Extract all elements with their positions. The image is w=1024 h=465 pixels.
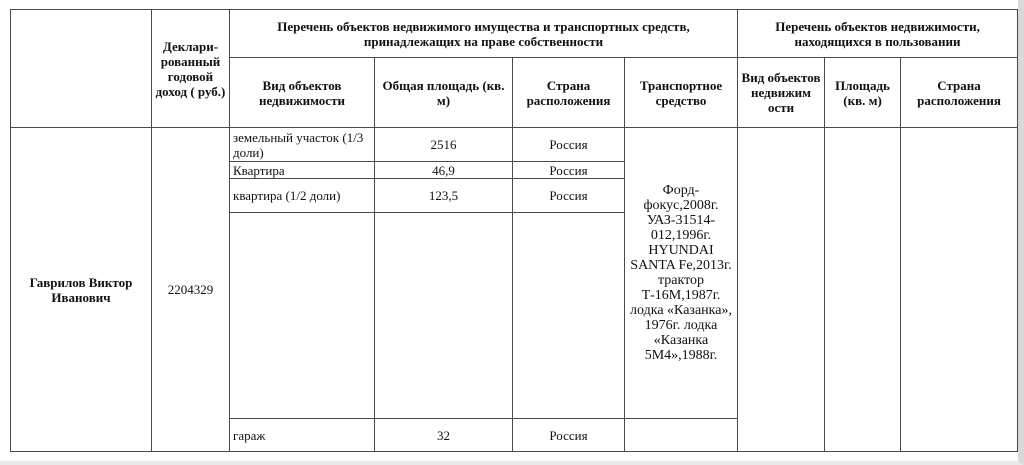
- person-income: 2204329: [152, 128, 230, 452]
- header-declared-income: Деклари-рованный годовой доход ( руб.): [152, 10, 230, 128]
- owned-country-cell: Россия: [513, 128, 625, 162]
- header-vehicle: Транспортное средство: [625, 58, 738, 128]
- owned-type-cell: квартира (1/2 доли): [230, 179, 375, 213]
- header-used-type: Вид объектов недвижим ости: [738, 58, 825, 128]
- owned-country-cell: Россия: [513, 179, 625, 213]
- owned-country-cell: Россия: [513, 419, 625, 452]
- owned-area-cell: 46,9: [375, 162, 513, 179]
- vehicle-cell: [625, 419, 738, 452]
- owned-area-cell: 32: [375, 419, 513, 452]
- vehicles-cell: Форд-фокус,2008г. УАЗ-31514-012,1996г. HYUNDAI SANTA Fe,2013г. трактор Т-16М,1987г. лодка «Казанка», 1976г. лодка «Казанка 5М4»,1988г.: [625, 128, 738, 419]
- owned-area-cell: 123,5: [375, 179, 513, 213]
- person-name: Гаврилов Виктор Иванович: [11, 128, 152, 452]
- used-type-cell: [738, 128, 825, 452]
- owned-type-cell: гараж: [230, 419, 375, 452]
- header-owned-country: Страна расположения: [513, 58, 625, 128]
- header-used-group: Перечень объектов недвижимости, находящихся в пользовании: [738, 10, 1018, 58]
- header-owned-group: Перечень объектов недвижимого имущества и транспортных средств, принадлежащих на праве собственности: [230, 10, 738, 58]
- used-area-cell: [825, 128, 901, 452]
- header-name-cell: [11, 10, 152, 128]
- owned-area-cell: [375, 213, 513, 419]
- owned-area-cell: 2516: [375, 128, 513, 162]
- owned-type-cell: земельный участок (1/3 доли): [230, 128, 375, 162]
- used-country-cell: [901, 128, 1018, 452]
- header-owned-type: Вид объектов недвижимости: [230, 58, 375, 128]
- owned-type-cell: Квартира: [230, 162, 375, 179]
- header-used-country: Страна расположения: [901, 58, 1018, 128]
- owned-country-cell: [513, 213, 625, 419]
- header-owned-area: Общая площадь (кв. м): [375, 58, 513, 128]
- declaration-table: [10, 9, 1018, 452]
- header-used-area: Площадь (кв. м): [825, 58, 901, 128]
- owned-country-cell: Россия: [513, 162, 625, 179]
- owned-type-cell: [230, 213, 375, 419]
